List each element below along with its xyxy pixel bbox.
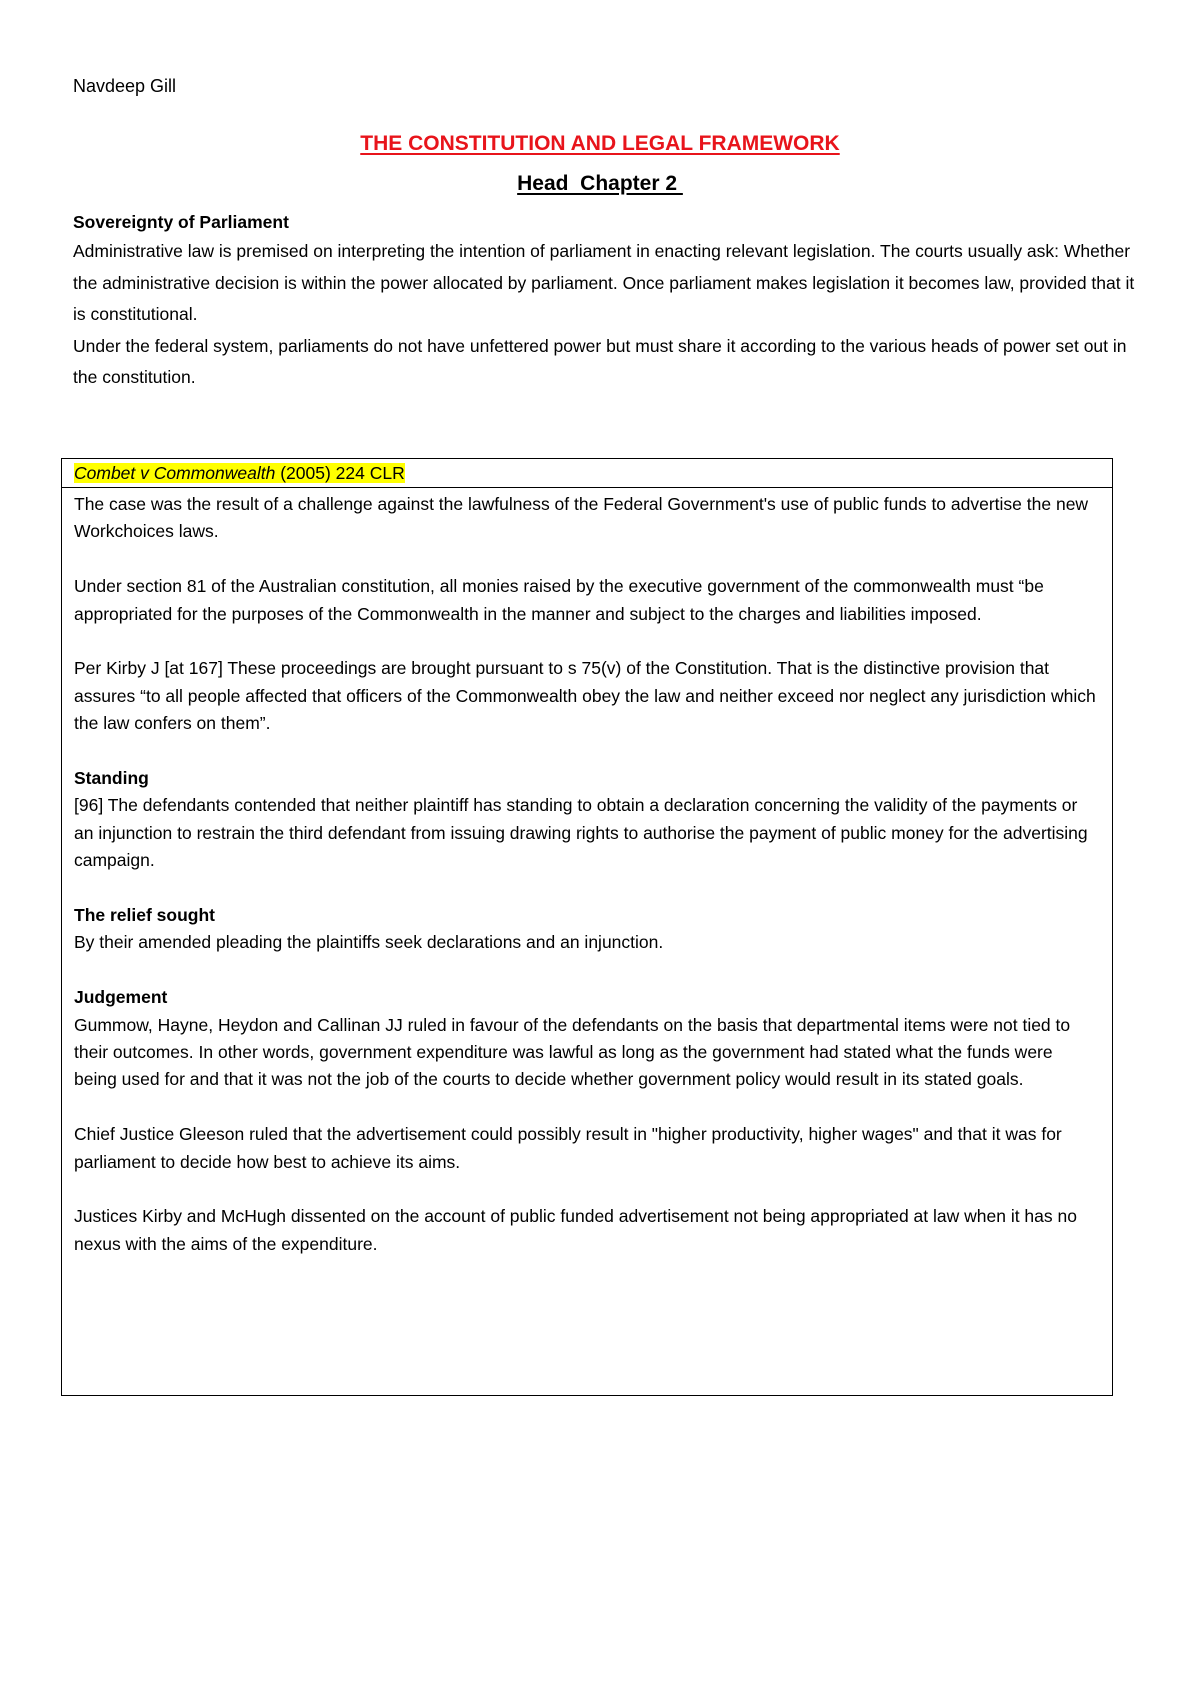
case-paragraph: Under section 81 of the Australian constitution, all monies raised by the executive government of the commonwealth must “be appropriated for the purposes of the Commonwealth in the manner and subject to the charges and liabilities imposed.: [74, 576, 1044, 624]
case-paragraph: Justices Kirby and McHugh dissented on the account of public funded advertisement not being appropriated at law when it has no nexus with the aims of the expenditure.: [74, 1206, 1077, 1254]
judgement-section: [74, 984, 1100, 1094]
standing-text: [96] The defendants contended that neither plaintiff has standing to obtain a declaration concerning the validity of the payments or an injunction to restrain the third defendant from issuing drawing rights to authorise the payment of public money for the advertising campaign.: [74, 795, 1088, 871]
case-citation-highlight: [74, 463, 405, 483]
standing-section: [74, 765, 1100, 875]
case-body-cell: [62, 488, 1112, 1258]
standing-heading: Standing: [74, 768, 149, 789]
judgement-text: Gummow, Hayne, Heydon and Callinan JJ ruled in favour of the defendants on the basis that departmental items were not tied to their outcomes. In other words, government expenditure was lawful as long as the government had stated what the funds were being used for and that it was not the job of the courts to decide whether government policy would result in its stated goals.: [74, 1014, 1071, 1090]
case-paragraph: The case was the result of a challenge against the lawfulness of the Federal Government's use of public funds to advertise the new Workchoices laws.: [74, 494, 1089, 542]
relief-section: [74, 902, 1100, 957]
case-header-cell: [62, 459, 1112, 488]
relief-heading: The relief sought: [74, 905, 215, 926]
judgement-heading: Judgement: [74, 987, 168, 1008]
document-title: THE CONSTITUTION AND LEGAL FRAMEWORK: [360, 132, 840, 155]
section-heading: Sovereignty of Parliament: [73, 212, 289, 232]
intro-paragraph: Under the federal system, parliaments do not have unfettered power but must share it according to the various heads of power set out in the constitution.: [73, 335, 1127, 387]
case-note-table: [61, 458, 1113, 1396]
intro-paragraph: Administrative law is premised on interpreting the intention of parliament in enacting relevant legislation. The courts usually ask: Whether the administrative decision is within the power allocated by parliament. Once parliament makes legislation it becomes law, provided that it is constitutional.: [73, 241, 1135, 324]
case-citation: (2005) 224 CLR: [275, 463, 405, 483]
intro-section: [73, 208, 1143, 394]
case-paragraph: Per Kirby J [at 167] These proceedings are brought pursuant to s 75(v) of the Constitution. That is the distinctive provision that assures “to all people affected that officers of the Commonwealth obey the law and neither exceed nor neglect any jurisdiction which the law confers on them”.: [74, 658, 1096, 734]
case-name: Combet v Commonwealth: [74, 463, 276, 483]
document-subtitle: Head Chapter 2: [517, 172, 683, 195]
case-paragraph: Chief Justice Gleeson ruled that the advertisement could possibly result in "higher productivity, higher wages" and that it was for parliament to decide how best to achieve its aims.: [74, 1124, 1062, 1172]
author-name: Navdeep Gill: [73, 76, 177, 96]
relief-text: By their amended pleading the plaintiffs seek declarations and an injunction.: [74, 932, 664, 953]
